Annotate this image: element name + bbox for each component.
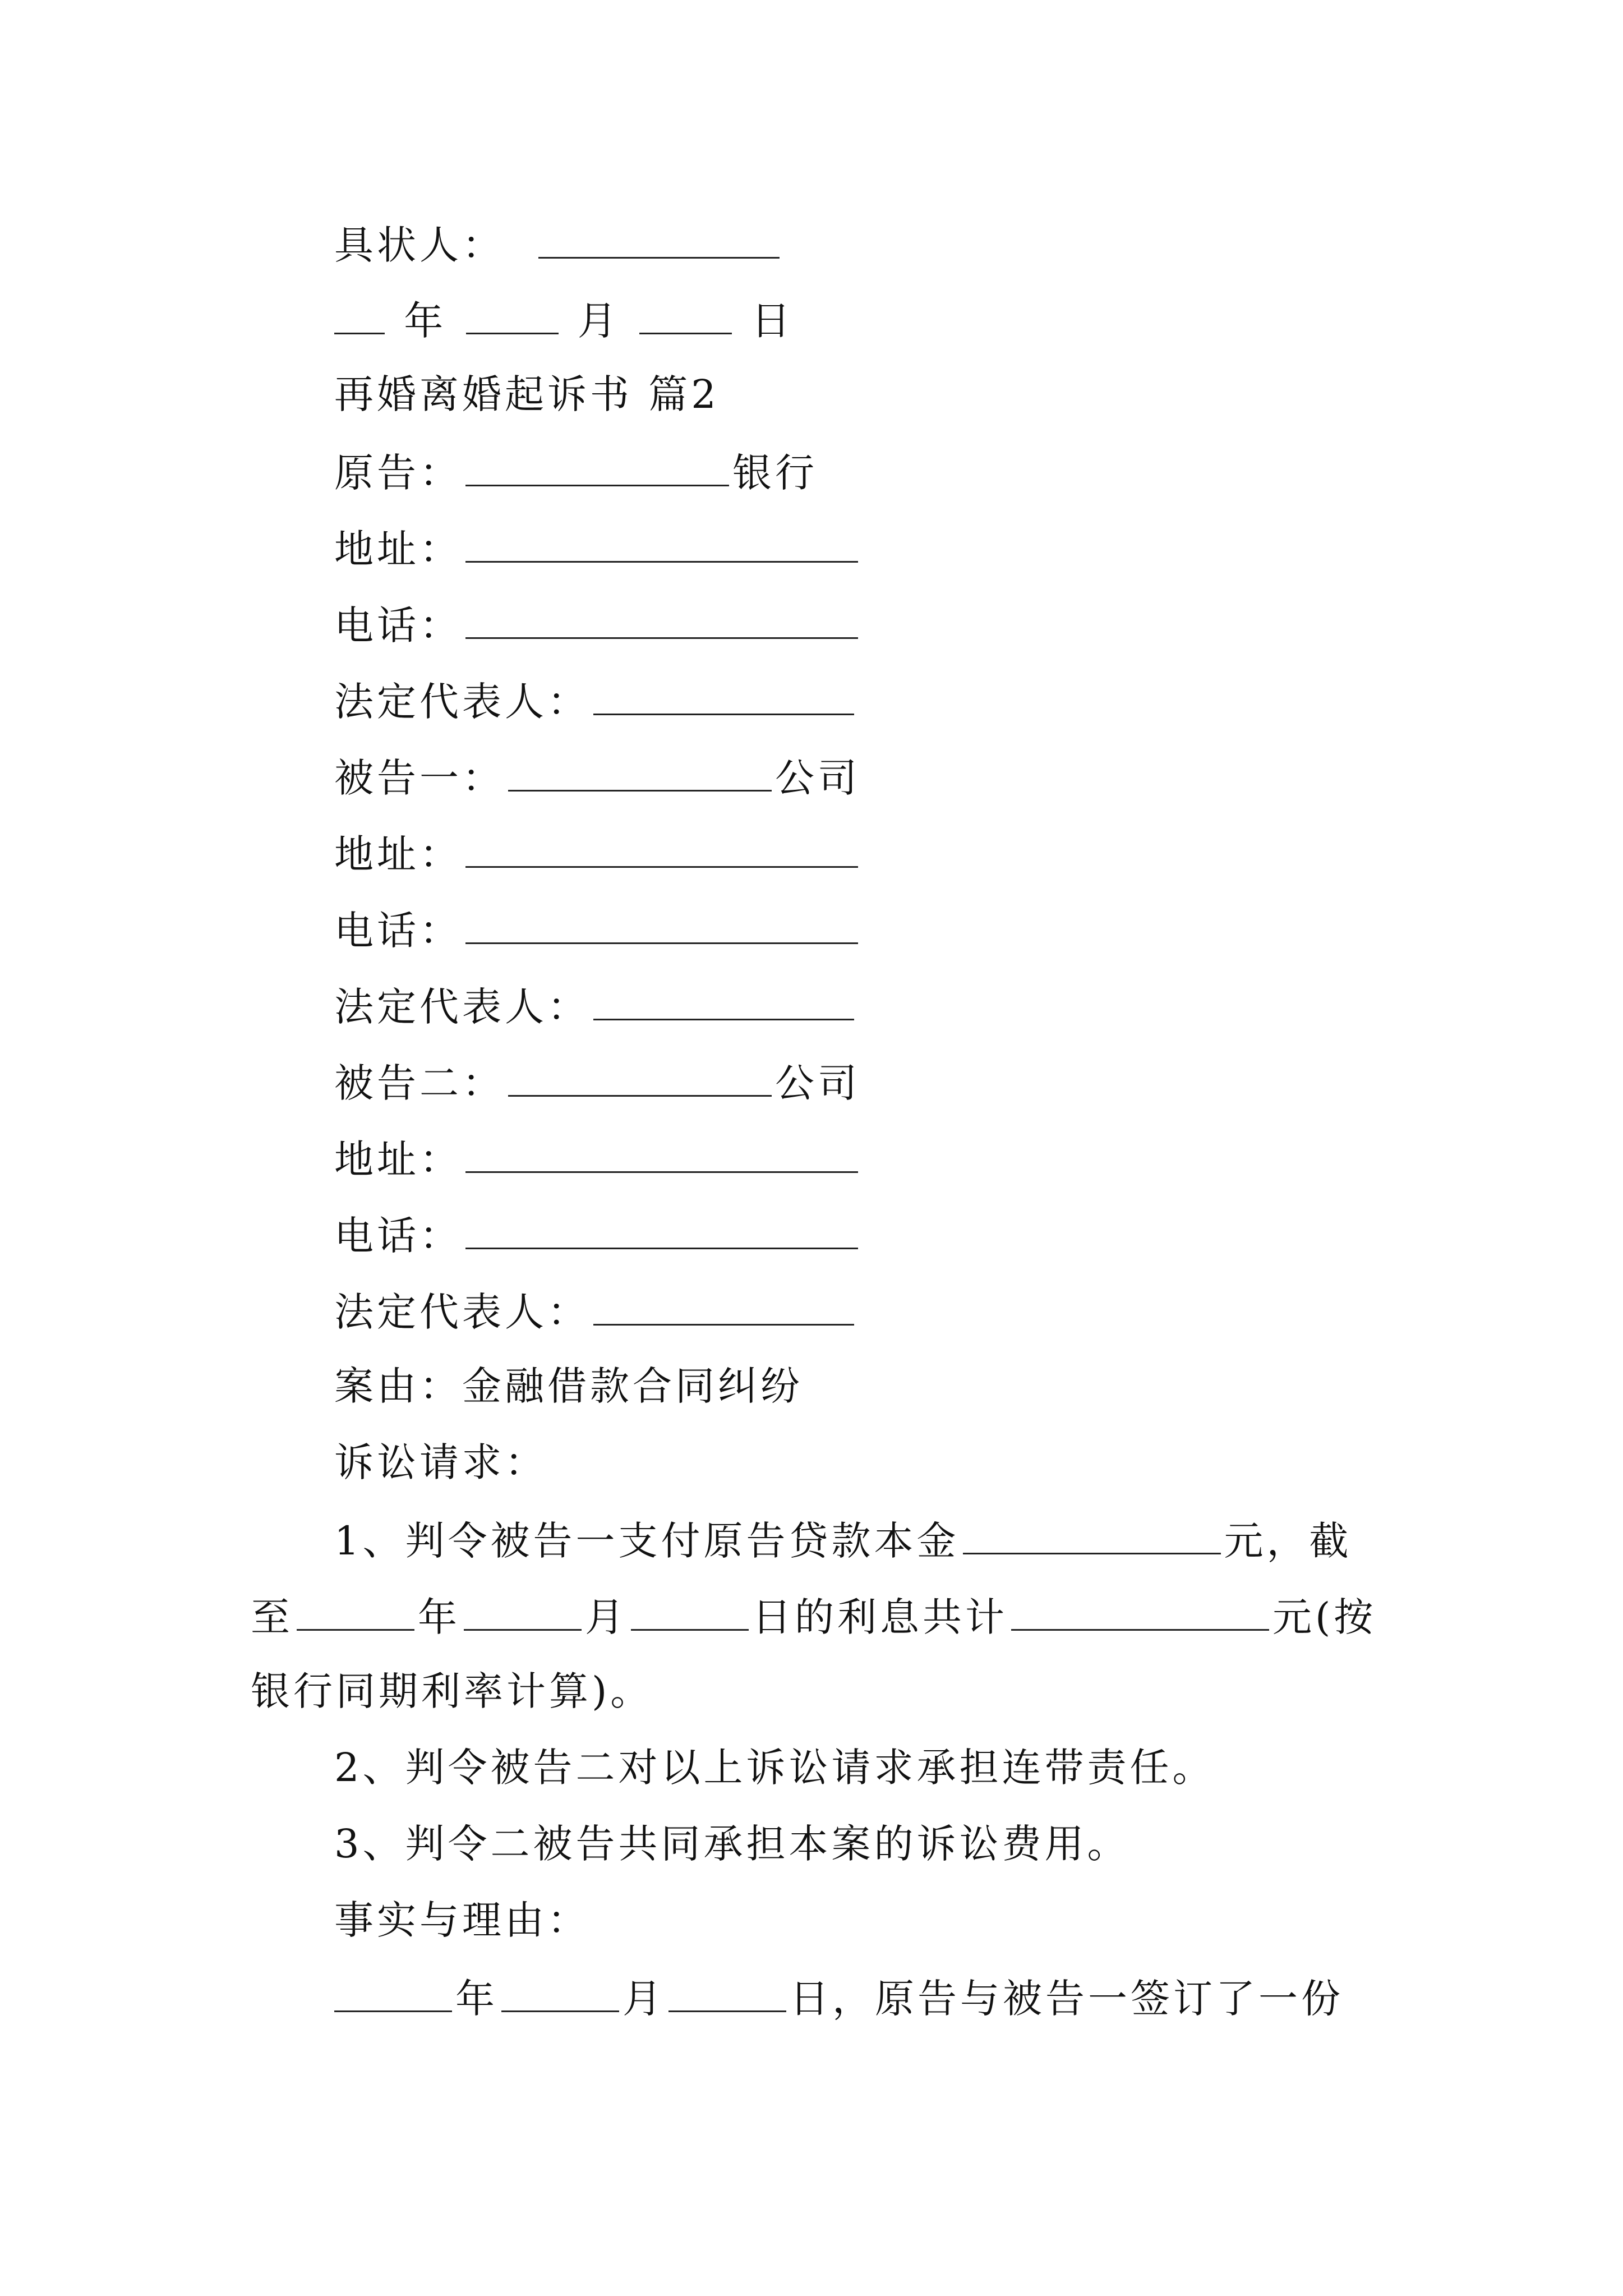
day-blank <box>639 299 732 334</box>
year-label: 年 <box>404 298 447 344</box>
defendant2-label: 被告二： <box>334 1060 505 1106</box>
defendant1-blank <box>508 756 772 792</box>
defendant1-address-line <box>334 831 861 877</box>
plaintiff-label: 原告： <box>334 450 462 496</box>
plaintiff-address-blank <box>465 527 858 563</box>
facts-day-blank <box>668 1977 786 2012</box>
defendant1-phone-line <box>334 908 861 954</box>
facts-year: 年 <box>455 1976 498 2022</box>
defendant1-address-blank <box>465 832 858 868</box>
claim2-line: 2、判令被告二对以上诉讼请求承担连带责任。 <box>334 1745 1215 1791</box>
claim3-line: 3、判令二被告共同承担本案的诉讼费用。 <box>334 1821 1130 1867</box>
signature-label: 具状人： <box>334 222 505 268</box>
defendant1-rep-blank <box>593 985 854 1020</box>
facts-year-blank <box>334 1977 452 2012</box>
year-blank <box>334 299 385 334</box>
signature-line <box>334 222 783 268</box>
plaintiff-rep-blank <box>593 680 854 715</box>
plaintiff-rep-label: 法定代表人： <box>334 679 590 725</box>
day-label: 日 <box>751 298 794 344</box>
signature-blank <box>538 223 780 259</box>
claim1-interest-text: 日的利息共计 <box>752 1594 1008 1640</box>
defendant2-address-line <box>334 1137 861 1182</box>
facts-line <box>334 1976 1344 2022</box>
claim1-text: 1、判令被告一支付原告贷款本金 <box>334 1518 960 1564</box>
plaintiff-address-label: 地址： <box>334 526 462 572</box>
defendant2-phone-line <box>334 1213 861 1259</box>
interest-day-blank <box>631 1595 749 1631</box>
plaintiff-blank <box>465 451 729 486</box>
defendant1-line <box>334 755 860 801</box>
plaintiff-line <box>334 450 818 496</box>
plaintiff-phone-label: 电话： <box>334 602 462 648</box>
defendant2-address-label: 地址： <box>334 1137 462 1182</box>
month-blank <box>466 299 559 334</box>
defendant1-suffix: 公司 <box>775 755 860 801</box>
defendant1-phone-label: 电话： <box>334 908 462 954</box>
claim1-line2 <box>251 1594 1377 1640</box>
plaintiff-rep-line <box>334 679 857 725</box>
defendant1-rep-label: 法定代表人： <box>334 984 590 1030</box>
plaintiff-phone-blank <box>465 604 858 639</box>
claim1-month: 月 <box>585 1594 628 1640</box>
defendant2-phone-blank <box>465 1214 858 1249</box>
interest-year-blank <box>297 1595 414 1631</box>
defendant1-label: 被告一： <box>334 755 505 801</box>
defendant2-address-blank <box>465 1138 858 1173</box>
claim1-line1 <box>334 1518 1352 1564</box>
facts-text: 日，原告与被告一签订了一份 <box>790 1976 1344 2022</box>
defendant2-rep-blank <box>593 1290 854 1326</box>
plaintiff-phone-line <box>334 602 861 648</box>
principal-blank <box>963 1519 1221 1554</box>
defendant1-address-label: 地址： <box>334 831 462 877</box>
date-line <box>334 298 794 344</box>
interest-blank <box>1011 1595 1269 1631</box>
defendant2-line <box>334 1060 860 1106</box>
defendant2-rep-label: 法定代表人： <box>334 1289 590 1335</box>
defendant1-phone-blank <box>465 909 858 944</box>
defendant2-suffix: 公司 <box>775 1060 860 1106</box>
claims-title: 诉讼请求： <box>334 1439 547 1485</box>
defendant1-rep-line <box>334 984 857 1030</box>
facts-month: 月 <box>623 1976 665 2022</box>
plaintiff-suffix: 银行 <box>732 450 818 496</box>
plaintiff-address-line <box>334 526 861 572</box>
interest-month-blank <box>464 1595 582 1631</box>
facts-title: 事实与理由： <box>334 1897 590 1943</box>
defendant2-rep-line <box>334 1289 857 1335</box>
defendant2-phone-label: 电话： <box>334 1213 462 1259</box>
defendant2-blank <box>508 1061 772 1097</box>
facts-month-blank <box>501 1977 619 2012</box>
claim1-interest-unit: 元(按 <box>1272 1594 1377 1640</box>
claim1-until: 至 <box>251 1594 293 1640</box>
cause-line: 案由：金融借款合同纠纷 <box>334 1363 803 1409</box>
claim1-unit: 元，截 <box>1224 1518 1352 1564</box>
claim1-year: 年 <box>418 1594 460 1640</box>
month-label: 月 <box>577 298 620 344</box>
claim1-line3: 银行同期利率计算)。 <box>251 1668 653 1714</box>
section-title: 再婚离婚起诉书 篇2 <box>334 371 720 417</box>
